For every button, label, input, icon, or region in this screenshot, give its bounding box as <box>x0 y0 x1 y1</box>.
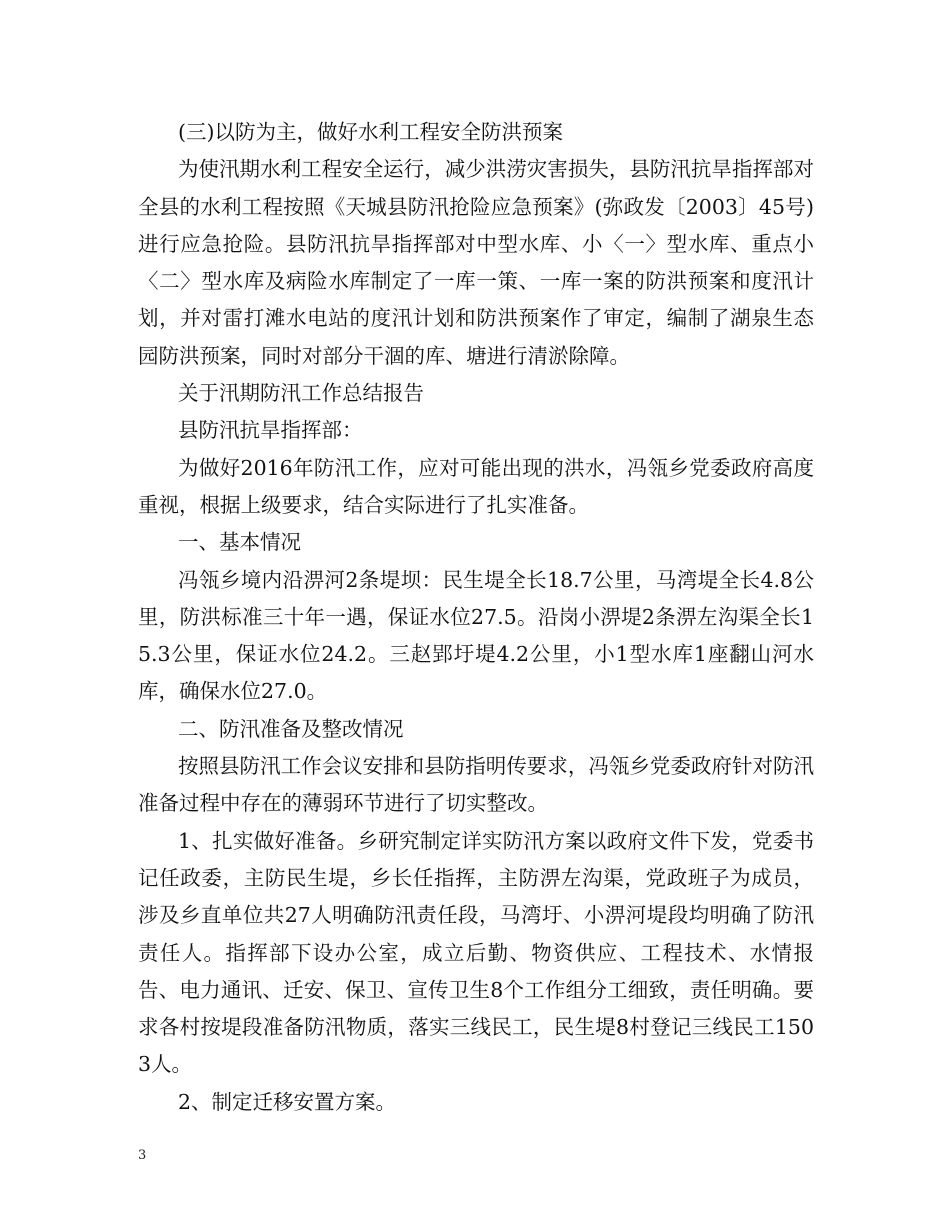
paragraph-preparation-intro: 按照县防汛工作会议安排和县防指明传要求，冯瓴乡党委政府针对防汛准备过程中存在的薄弱环节进行了切实整改。 <box>138 754 814 816</box>
paragraph-preparation-item-2: 2、制定迁移安置方案。 <box>178 1089 397 1114</box>
document-body <box>138 114 814 1121</box>
paragraph-basic-situation: 冯瓴乡境内沿淠河2条堤坝：民生堤全长18.7公里，马湾堤全长4.8公里，防洪标准三十年一遇，保证水位27.5。沿岗小淠堤2条淠左沟渠全长15.3公里，保证水位24.2。三赵郢圩堤4.2公里，小1型水库1座翻山河水库，确保水位27.0。 <box>138 567 814 704</box>
page-number: 3 <box>138 1148 147 1163</box>
section-heading-basic-situation: 一、基本情况 <box>178 530 301 555</box>
paragraph-introduction: 为做好2016年防汛工作，应对可能出现的洪水，冯瓴乡党委政府高度重视，根据上级要求，结合实际进行了扎实准备。 <box>138 455 814 517</box>
section-heading-flood-plan: (三)以防为主，做好水利工程安全防洪预案 <box>178 120 563 144</box>
report-addressee: 县防汛抗旱指挥部： <box>178 418 363 443</box>
paragraph-preparation-item-1: 1、扎实做好准备。乡研究制定详实防汛方案以政府文件下发，党委书记任政委，主防民生堤，乡长任指挥，主防淠左沟渠，党政班子为成员，涉及乡直单位共27人明确防汛责任段，马湾圩、小淠河堤段均明确了防汛责任人。指挥部下设办公室，成立后勤、物资供应、工程技术、水情报告、电力通讯、迁安、保卫、宣传卫生8个工作组分工细致，责任明确。要求各村按堤段准备防汛物质，落实三线民工，民生堤8村登记三线民工1503人。 <box>138 828 814 1077</box>
section-heading-preparation: 二、防汛准备及整改情况 <box>178 716 404 741</box>
report-title: 关于汛期防汛工作总结报告 <box>178 381 424 406</box>
paragraph-flood-plan-details: 为使汛期水利工程安全运行，减少洪涝灾害损失，县防汛抗旱指挥部对全县的水利工程按照《天城县防汛抢险应急预案》(弥政发〔2003〕45号)进行应急抢险。县防汛抗旱指挥部对中型水库、小〈一〉型水库、重点小〈二〉型水库及病险水库制定了一库一策、一库一案的防洪预案和度汛计划，并对雷打滩水电站的度汛计划和防洪预案作了审定，编制了湖泉生态园防洪预案，同时对部分干涸的库、塘进行清淤除障。 <box>138 157 814 368</box>
